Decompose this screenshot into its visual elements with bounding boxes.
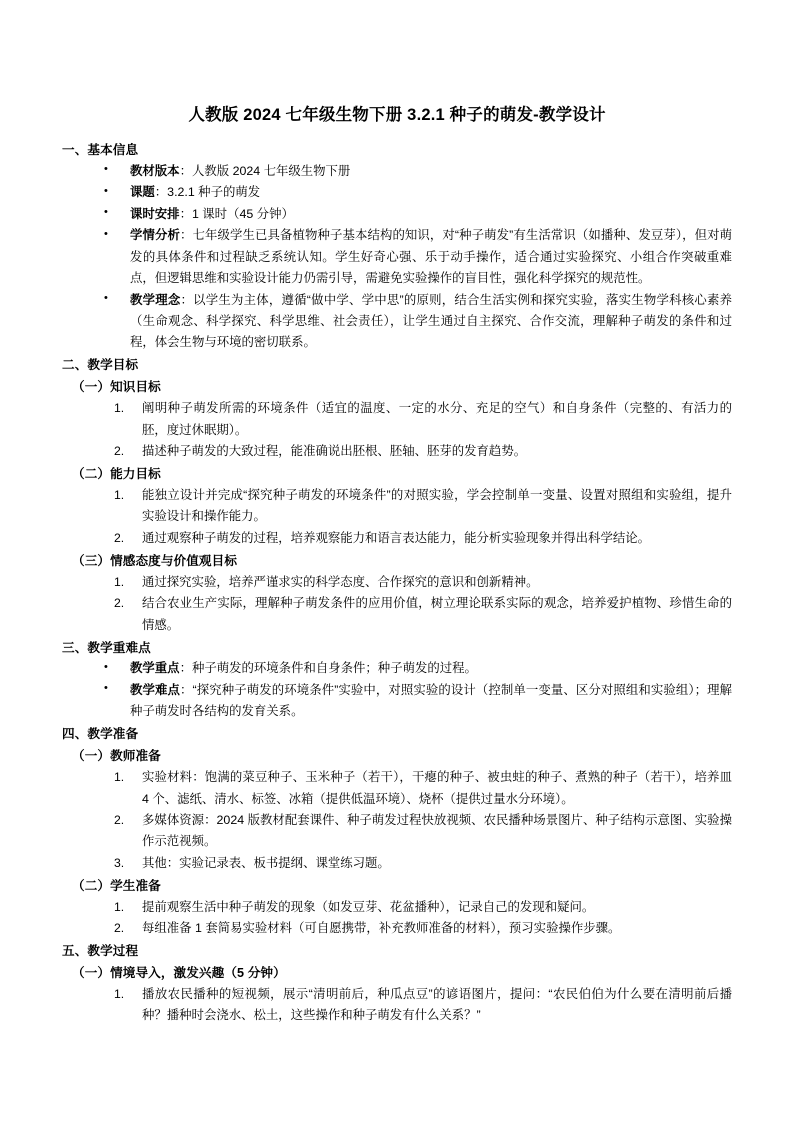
- situation-introduction-list: [62, 984, 732, 1027]
- item-label: 课题: [130, 185, 155, 200]
- subsection-heading-emotional-objectives: （三）情感态度与价值观目标: [72, 553, 238, 568]
- list-item: 提前观察生活中种子萌发的现象（如发豆芽、花盆播种），记录自己的发现和疑问。: [142, 899, 595, 914]
- list-item: 实验材料：饱满的菜豆种子、玉米种子（若干），干瘪的种子、被虫蛀的种子、煮熟的种子（若干），培养皿 4 个、滤纸、清水、标签、冰箱（提供低温环境）、烧杯（提供过量水分环境）。: [142, 770, 732, 806]
- list-item: 描述种子萌发的大致过程，能准确说出胚根、胚轴、胚芽的发育趋势。: [142, 444, 527, 459]
- item-text: ：种子萌发的环境条件和自身条件；种子萌发的过程。: [179, 661, 477, 676]
- item-label: 课时安排: [130, 206, 180, 221]
- subsection-heading-student-preparation: （二）学生准备: [72, 878, 161, 893]
- key-difficulties-list: [62, 658, 732, 722]
- subsection-heading-ability-objectives: （二）能力目标: [72, 467, 161, 482]
- teacher-preparation-list: [62, 767, 732, 874]
- subsection-heading-situation-introduction: （一）情境导入，激发兴趣（5 分钟）: [72, 966, 286, 981]
- item-text: ：3.2.1 种子的萌发: [154, 185, 261, 200]
- section-heading-basic-info: 一、基本信息: [62, 142, 139, 157]
- list-item: [62, 290, 732, 354]
- item-text: ：以学生为主体，遵循“做中学、学中思”的原则，结合生活实例和探究实验，落实生物学科核心素养（生命观念、科学探究、科学思维、社会责任），让学生通过自主探究、合作交流，理解种子萌发的条件和过程，体会生物与环境的密切联系。: [130, 292, 732, 350]
- list-item: [62, 204, 732, 225]
- list-item: [62, 680, 732, 723]
- item-text: ：人教版 2024 七年级生物下册: [179, 163, 351, 178]
- list-item: [62, 225, 732, 289]
- item-label: 教学理念: [130, 292, 181, 307]
- list-item: [62, 161, 732, 182]
- list-item: 多媒体资源：2024 版教材配套课件、种子萌发过程快放视频、农民播种场景图片、种子结构示意图、实验操作示范视频。: [142, 812, 732, 849]
- list-item: 通过探究实验，培养严谨求实的科学态度、合作探究的意识和创新精神。: [142, 574, 539, 589]
- section-heading-teaching-process: 五、教学过程: [62, 944, 139, 959]
- basic-info-list: [62, 161, 732, 354]
- list-item: [62, 182, 732, 203]
- section-heading-key-difficulties: 三、教学重难点: [62, 640, 151, 655]
- item-text: ：1 课时（45 分钟）: [179, 206, 294, 221]
- knowledge-objectives-list: [62, 398, 732, 462]
- item-text: ：七年级学生已具备植物种子基本结构的知识，对“种子萌发”有生活常识（如播种、发豆芽），但对萌发的具体条件和过程缺乏系统认知。学生好奇心强、乐于动手操作，适合通过实验探究、小组合作突破重难点，但逻辑思维和实验设计能力仍需引导，需避免实验操作的盲目性，强化科学探究的规范性。: [130, 228, 733, 286]
- page-title: 人教版 2024 七年级生物下册 3.2.1 种子的萌发-教学设计: [188, 106, 606, 124]
- list-item: 每组准备 1 套简易实验材料（可自愿携带，补充教师准备的材料），预习实验操作步骤。: [142, 921, 621, 936]
- list-item: 结合农业生产实际，理解种子萌发条件的应用价值，树立理论联系实际的观念，培养爱护植物、珍惜生命的情感。: [142, 596, 732, 632]
- student-preparation-list: [62, 897, 732, 940]
- item-label: 教材版本: [130, 163, 180, 178]
- list-item: 能独立设计并完成“探究种子萌发的环境条件”的对照实验，学会控制单一变量、设置对照组和实验组，提升实验设计和操作能力。: [142, 487, 732, 524]
- list-item: 阐明种子萌发所需的环境条件（适宜的温度、一定的水分、充足的空气）和自身条件（完整的、有活力的胚，度过休眠期）。: [142, 401, 732, 437]
- section-heading-teaching-objectives: 二、教学目标: [62, 358, 139, 373]
- list-item: [62, 658, 732, 679]
- subsection-heading-knowledge-objectives: （一）知识目标: [72, 380, 161, 395]
- item-label: 教学难点: [130, 682, 180, 697]
- item-text: ：“探究种子萌发的环境条件”实验中，对照实验的设计（控制单一变量、区分对照组和实验组）；理解种子萌发时各结构的发育关系。: [130, 682, 733, 719]
- list-item: 通过观察种子萌发的过程，培养观察能力和语言表达能力，能分析实验现象并得出科学结论。: [142, 530, 651, 545]
- emotional-objectives-list: [62, 572, 732, 636]
- ability-objectives-list: [62, 485, 732, 549]
- list-item: 播放农民播种的短视频，展示“清明前后，种瓜点豆”的谚语图片，提问：“农民伯伯为什么要在清明前后播种？播种时会浇水、松土，这些操作和种子萌发有什么关系？”: [142, 986, 732, 1023]
- list-item: 其他：实验记录表、板书提纲、课堂练习题。: [142, 855, 390, 870]
- subsection-heading-teacher-preparation: （一）教师准备: [72, 749, 161, 764]
- item-label: 学情分析: [130, 228, 180, 243]
- item-label: 教学重点: [130, 661, 180, 676]
- section-heading-teaching-preparation: 四、教学准备: [62, 727, 139, 742]
